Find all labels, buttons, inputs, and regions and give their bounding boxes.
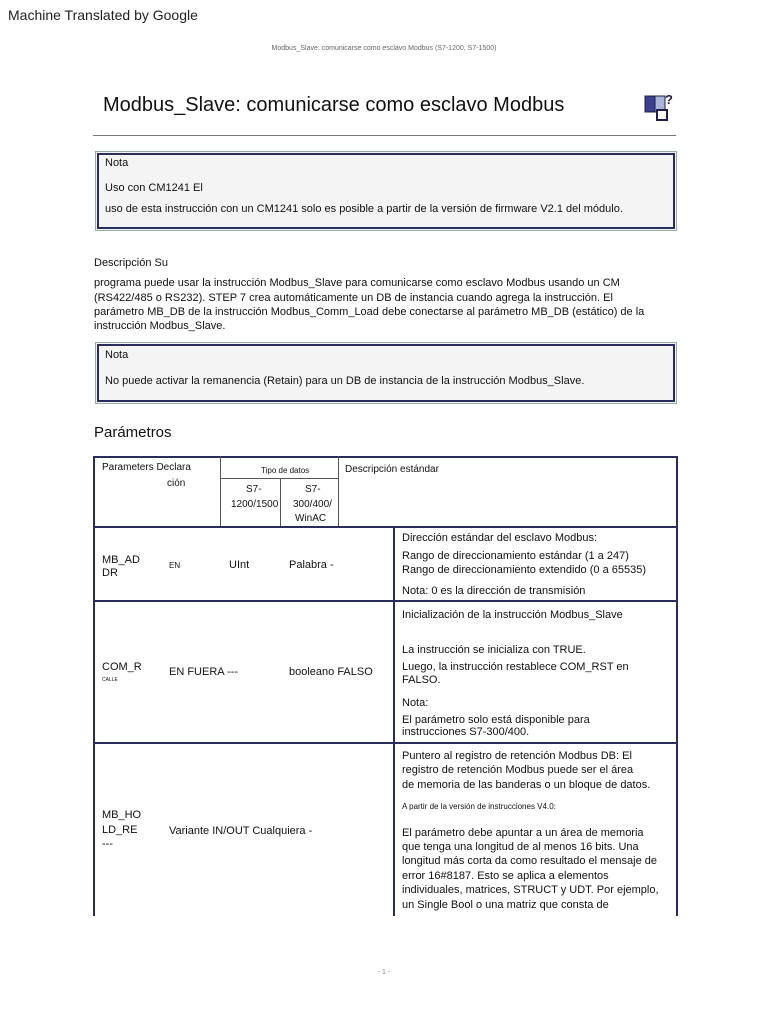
param-name: DR [102,567,118,579]
page-number: - 1 - [377,969,391,976]
running-header: Modbus_Slave: comunicarse como esclavo Modbus (S7-1200, S7-1500) [271,45,497,52]
parameters-heading: Parámetros [94,424,172,441]
param-description: registro de retención Modbus puede ser el área [402,764,634,776]
param-declaration: EN FUERA --- [169,666,239,678]
param-description: Nota: 0 es la dirección de transmisión [402,585,586,597]
param-description: A partir de la versión de instrucciones V4.0: [402,802,556,811]
note-line: Uso con CM1241 El [105,182,203,194]
param-name: CALLE [102,677,118,683]
param-description: instrucciones S7-300/400. [402,726,530,738]
header-data-type: Tipo de datos [261,466,310,475]
param-description: longitud más corta da como resultado el mensaje de [402,855,657,867]
param-description: El parámetro debe apuntar a un área de memoria [402,827,644,839]
svg-text:?: ? [665,92,673,107]
table-border [220,456,221,526]
param-name: COM_R [102,661,142,673]
description-line: instrucción Modbus_Slave. [94,320,226,332]
param-type-s71200: UInt [229,559,250,571]
note-label: Nota [105,157,129,169]
header-s7-300: WinAC [295,513,327,524]
param-description: Rango de direccionamiento extendido (0 a 65535) [402,564,646,576]
table-border [93,742,677,744]
param-declaration: Variante IN/OUT Cualquiera - [169,825,313,837]
param-declaration: EN [169,561,181,570]
table-border [393,526,395,916]
param-name: MB_HO [102,809,142,821]
param-description: Inicialización de la instrucción Modbus_Slave [402,609,623,621]
param-description: Puntero al registro de retención Modbus DB: El [402,750,632,762]
param-name: --- [102,838,113,850]
description-line: programa puede usar la instrucción Modbus_Slave para comunicarse como esclavo Modbus usando un CM [94,277,620,289]
note-label: Nota [105,349,129,361]
table-border [93,526,677,528]
header-parameter: Parameters Declara [102,462,191,473]
param-description: Dirección estándar del esclavo Modbus: [402,532,598,544]
parameters-table [93,456,677,916]
note-line: uso de esta instrucción con un CM1241 solo es posible a partir de la versión de firmware V2.1 del módulo. [105,203,623,215]
table-border [93,456,677,458]
note-box-cm1241 [95,151,677,231]
param-description: Nota: [402,697,429,709]
header-s7-1200: S7- [246,484,262,495]
table-border [93,600,677,602]
param-description: que tenga una longitud de al menos 16 bits. Una [402,841,639,853]
param-description: individuales, matrices, STRUCT y UDT. Por ejemplo, [402,884,659,896]
table-border [280,478,281,526]
param-description: de memoria de las banderas o un bloque de datos. [402,779,651,791]
param-name: MB_AD [102,554,140,566]
param-type-s7300: booleano FALSO [289,666,373,678]
description-line: parámetro MB_DB de la instrucción Modbus_Comm_Load debe conectarse al parámetro MB_DB (estático) de la [94,306,645,318]
title-rule [93,135,676,136]
header-declaration: ción [167,478,186,489]
param-description: La instrucción se inicializa con TRUE. [402,644,586,656]
note-box-retain [95,342,677,404]
table-border [676,456,678,916]
header-description: Descripción estándar [345,464,439,475]
param-type-s7300: Palabra - [289,559,334,571]
param-description: El parámetro solo está disponible para [402,714,590,726]
param-description: error 16#8187. Esto se aplica a elementos [402,870,609,882]
table-border [338,456,339,526]
param-description: FALSO. [402,674,441,686]
param-description: Luego, la instrucción restablece COM_RST en [402,661,629,673]
header-s7-1200: 1200/1500 [231,499,279,510]
header-s7-300: 300/400/ [293,499,332,510]
description-heading: Descripción Su [94,257,168,269]
machine-translated-banner [0,0,768,30]
table-border [93,456,95,916]
param-description: Rango de direccionamiento estándar (1 a 247) [402,550,629,562]
help-book-icon [643,92,675,124]
param-description: un Single Bool o una matriz que consta de [402,899,609,911]
header-s7-300: S7- [305,484,321,495]
note-line: No puede activar la remanencia (Retain) para un DB de instancia de la instrucción Modbus_Slave. [105,375,585,387]
banner-text: Machine Translated by Google [8,7,198,23]
param-name: LD_RE [102,824,138,836]
description-line: (RS422/485 o RS232). STEP 7 crea automáticamente un DB de instancia cuando agrega la instrucción. El [94,292,613,304]
page-title: Modbus_Slave: comunicarse como esclavo Modbus [103,94,565,116]
